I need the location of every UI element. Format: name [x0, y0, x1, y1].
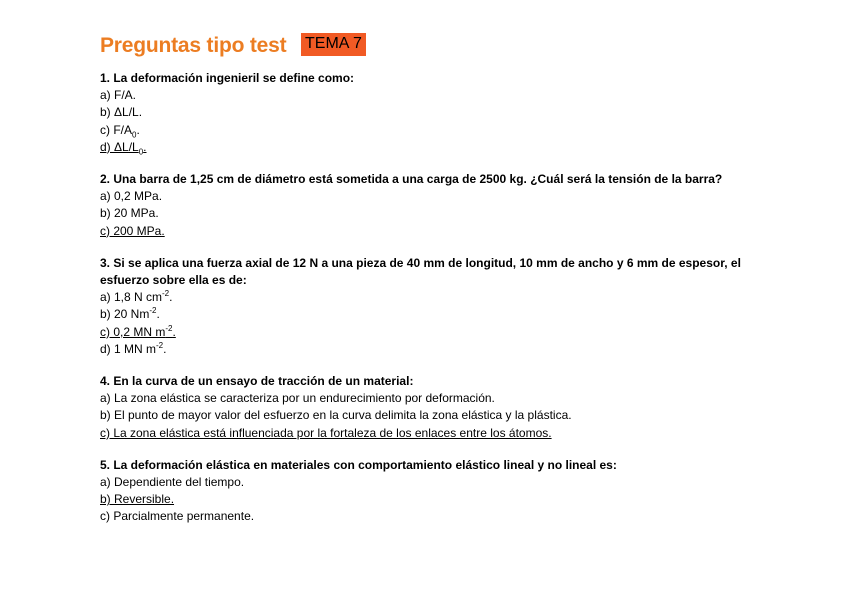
- question-4: [100, 373, 780, 442]
- question-text: 2. Una barra de 1,25 cm de diámetro está sometida a una carga de 2500 kg. ¿Cuál será la tensión de la barra?: [100, 172, 723, 187]
- question-text: 4. En la curva de un ensayo de tracción de un material:: [100, 374, 414, 389]
- option-b: b) El punto de mayor valor del esfuerzo en la curva delimita la zona elástica y la plástica.: [100, 408, 572, 423]
- option-a: a) 1,8 N $cm^{-2}$.: [100, 289, 173, 305]
- option-d-correct: d) $\Delta L/L_0$.: [100, 139, 147, 157]
- option-b: b) ΔL/L.: [100, 105, 143, 120]
- question-text: 5. La deformación elástica en materiales con comportamiento elástico lineal y no lineal es:: [100, 457, 617, 472]
- question-2: [100, 171, 780, 240]
- option-a: a) 0,2 MPa.: [100, 189, 163, 204]
- option-b-correct: b) Reversible.: [100, 492, 175, 507]
- question-text: 3. Si se aplica una fuerza axial de 12 N a una pieza de 40 mm de longitud, 10 mm de ancho y 6 mm de espesor, el esfuerzo sobre ella es de:: [100, 255, 741, 288]
- option-d: d) 1 MN $m^{-2}$.: [100, 340, 167, 356]
- option-a: a) La zona elástica se caracteriza por un endurecimiento por deformación.: [100, 391, 495, 406]
- page-title: Preguntas tipo test: [100, 34, 287, 57]
- option-c: c) Parcialmente permanente.: [100, 509, 255, 524]
- option-b: b) 20 MPa.: [100, 206, 159, 221]
- tema-badge: TEMA 7: [301, 33, 366, 56]
- option-a: a) Dependiente del tiempo.: [100, 475, 245, 490]
- option-c-correct: c) La zona elástica está influenciada por la fortaleza de los enlaces entre los átomos.: [100, 425, 552, 440]
- option-c-correct: c) 200 MPa.: [100, 223, 165, 238]
- option-a: a) F/A.: [100, 88, 137, 103]
- question-5: [100, 457, 780, 526]
- option-c: c) $F/A_0$.: [100, 122, 140, 139]
- option-b: b) 20 $Nm^{-2}$.: [100, 306, 160, 322]
- question-text: 1. La deformación ingenieril se define como:: [100, 71, 355, 85]
- question-1: [100, 70, 780, 156]
- option-c-correct: c) 0,2 MN $m^{-2}$.: [100, 323, 176, 339]
- question-list: [100, 70, 780, 541]
- question-3: [100, 255, 780, 358]
